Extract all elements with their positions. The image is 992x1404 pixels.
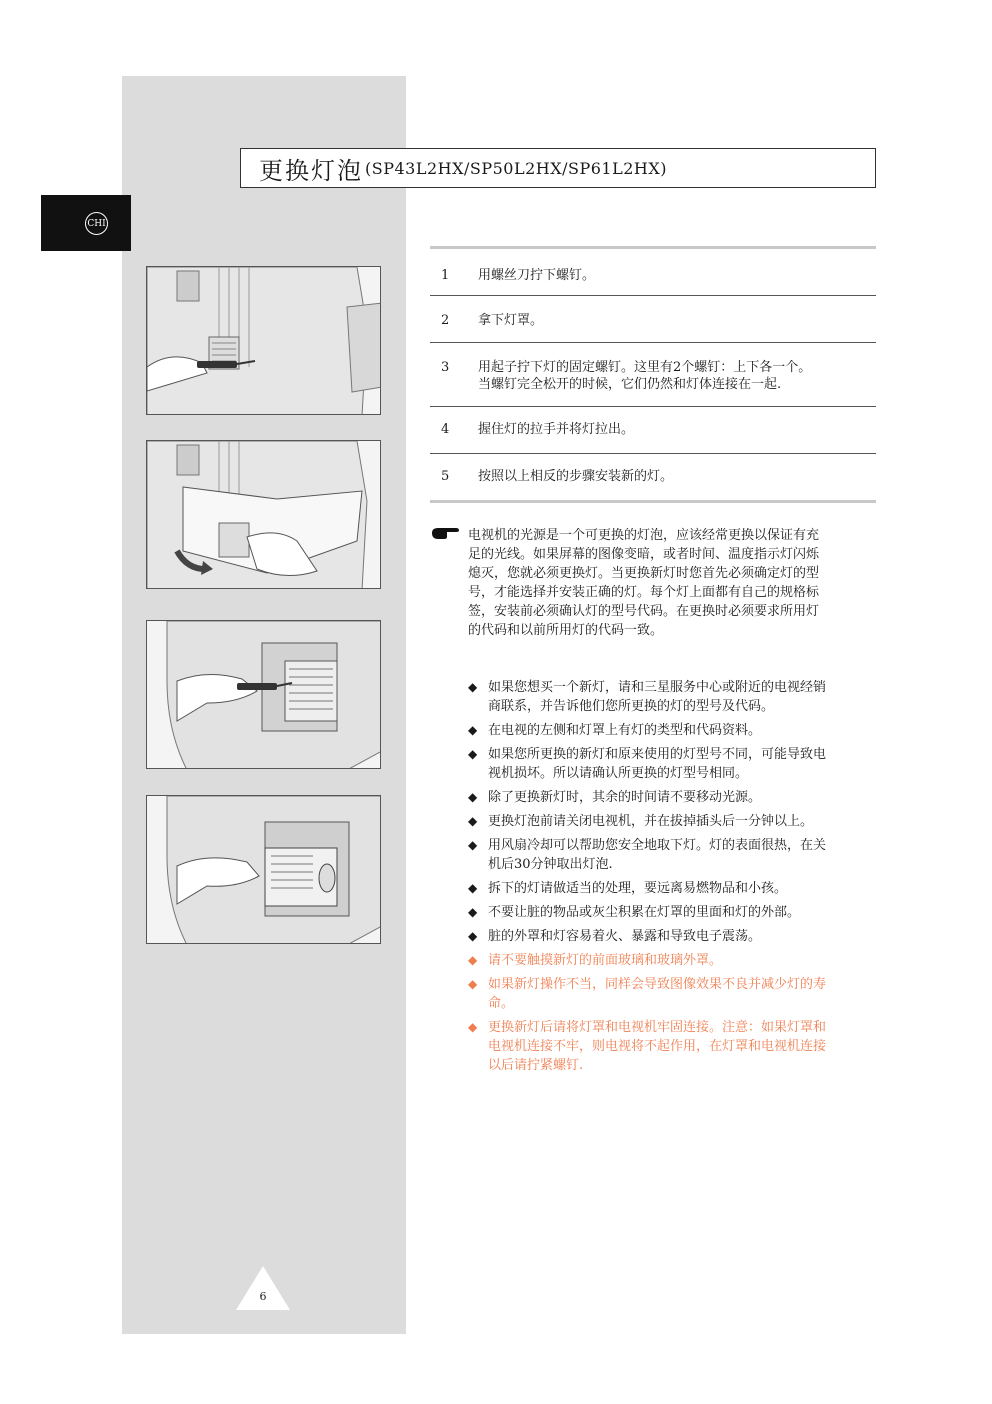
illustration-step-1 xyxy=(146,266,381,415)
step-row xyxy=(430,454,876,500)
step-row xyxy=(430,249,876,296)
diamond-bullet-icon: ◆ xyxy=(468,723,478,737)
diamond-bullet-icon: ◆ xyxy=(468,953,478,967)
diamond-bullet-icon: ◆ xyxy=(468,790,478,804)
list-item-warning: ◆ 如果新灯操作不当，同样会导致图像效果不良并减少灯的寿 命。 xyxy=(468,977,827,1011)
steps-table xyxy=(430,246,876,503)
step-row xyxy=(430,343,876,407)
list-item: ◆ 脏的外罩和灯容易着火、暴露和导致电子震荡。 xyxy=(468,929,762,944)
page-number-triangle xyxy=(236,1266,290,1310)
tv-rear-unscrew-illustration xyxy=(147,267,381,415)
list-item: ◆ 在电视的左侧和灯罩上有灯的类型和代码资料。 xyxy=(468,723,762,738)
diamond-bullet-icon: ◆ xyxy=(468,747,478,761)
step-text: 握住灯的拉手并将灯拉出。 xyxy=(478,422,635,437)
list-item: ◆ 拆下的灯请做适当的处理，要远离易燃物品和小孩。 xyxy=(468,881,788,896)
step-row xyxy=(430,407,876,454)
diamond-bullet-icon: ◆ xyxy=(468,814,478,828)
language-badge: CHI xyxy=(85,212,108,235)
diamond-bullet-icon: ◆ xyxy=(468,977,478,991)
diamond-bullet-icon: ◆ xyxy=(468,1020,478,1034)
language-tab xyxy=(41,195,131,251)
step-text: 按照以上相反的步骤安装新的灯。 xyxy=(478,469,674,484)
list-item: ◆ 更换灯泡前请关闭电视机，并在拔掉插头后一分钟以上。 xyxy=(468,814,814,829)
page-title: 更换灯泡 xyxy=(259,156,363,185)
diamond-bullet-icon: ◆ xyxy=(468,680,478,694)
lamp-screw-illustration xyxy=(147,621,381,769)
title-box xyxy=(240,148,876,188)
diamond-bullet-icon: ◆ xyxy=(468,929,478,943)
illustration-step-4 xyxy=(146,795,381,944)
step-text: 用起子拧下灯的固定螺钉。这里有2个螺钉：上下各一个。 当螺钉完全松开的时候，它们仍然和灯体连接在一起. xyxy=(478,360,812,392)
illustration-step-3 xyxy=(146,620,381,769)
list-item: ◆ 除了更换新灯时，其余的时间请不要移动光源。 xyxy=(468,790,762,805)
tv-cover-removal-illustration xyxy=(147,441,381,589)
note-text: 电视机的光源是一个可更换的灯泡，应该经常更换以保证有充 足的光线。如果屏幕的图像变暗，或者时间、温度指示灯闪烁 熄灭，您就必须更换灯。当更换新灯时您首先必须确定灯的型 号，才能选择并安装正确的灯。每个灯上面都有自己的规格标 签，安装前必须确认灯的型号代码。在更换时必须要求所用灯 的代码和以前所用灯的代码一致。 xyxy=(468,528,820,638)
note-paragraph xyxy=(430,526,878,640)
diamond-bullet-icon: ◆ xyxy=(468,905,478,919)
step-row xyxy=(430,296,876,343)
lamp-pull-illustration xyxy=(147,796,381,944)
list-item: ◆ 如果您想买一个新灯，请和三星服务中心或附近的电视经销 商联系，并告诉他们您所更换的灯的型号及代码。 xyxy=(468,680,827,714)
illustration-step-2 xyxy=(146,440,381,589)
diamond-bullet-icon: ◆ xyxy=(468,881,478,895)
diamond-bullet-icon: ◆ xyxy=(468,838,478,852)
list-item-warning: ◆ 请不要触摸新灯的前面玻璃和玻璃外罩。 xyxy=(468,953,723,968)
list-item-warning: ◆ 更换新灯后请将灯罩和电视机牢固连接。注意：如果灯罩和 电视机连接不牢，则电视将不起作用，在灯罩和电视机连接 以后请拧紧螺钉. xyxy=(468,1020,827,1073)
step-number: 3 xyxy=(441,360,450,375)
step-number: 4 xyxy=(441,422,450,437)
steps-bottom-rule xyxy=(430,500,876,503)
step-text: 拿下灯罩。 xyxy=(478,313,544,328)
model-numbers: (SP43L2HX/SP50L2HX/SP61L2HX) xyxy=(365,158,667,178)
step-number: 1 xyxy=(441,268,450,283)
pointing-hand-icon xyxy=(430,526,468,640)
step-number: 2 xyxy=(441,313,450,328)
list-item: ◆ 用风扇冷却可以帮助您安全地取下灯。灯的表面很热，在关 机后30分钟取出灯泡. xyxy=(468,838,827,872)
caution-list xyxy=(468,678,878,1080)
step-text: 用螺丝刀拧下螺钉。 xyxy=(478,268,596,283)
list-item: ◆ 如果您所更换的新灯和原来使用的灯型号不同，可能导致电 视机损坏。所以请确认所更换的灯型号相同。 xyxy=(468,747,827,781)
step-number: 5 xyxy=(441,469,450,484)
list-item: ◆ 不要让脏的物品或灰尘积累在灯罩的里面和灯的外部。 xyxy=(468,905,801,920)
page-number: 6 xyxy=(259,1290,267,1303)
